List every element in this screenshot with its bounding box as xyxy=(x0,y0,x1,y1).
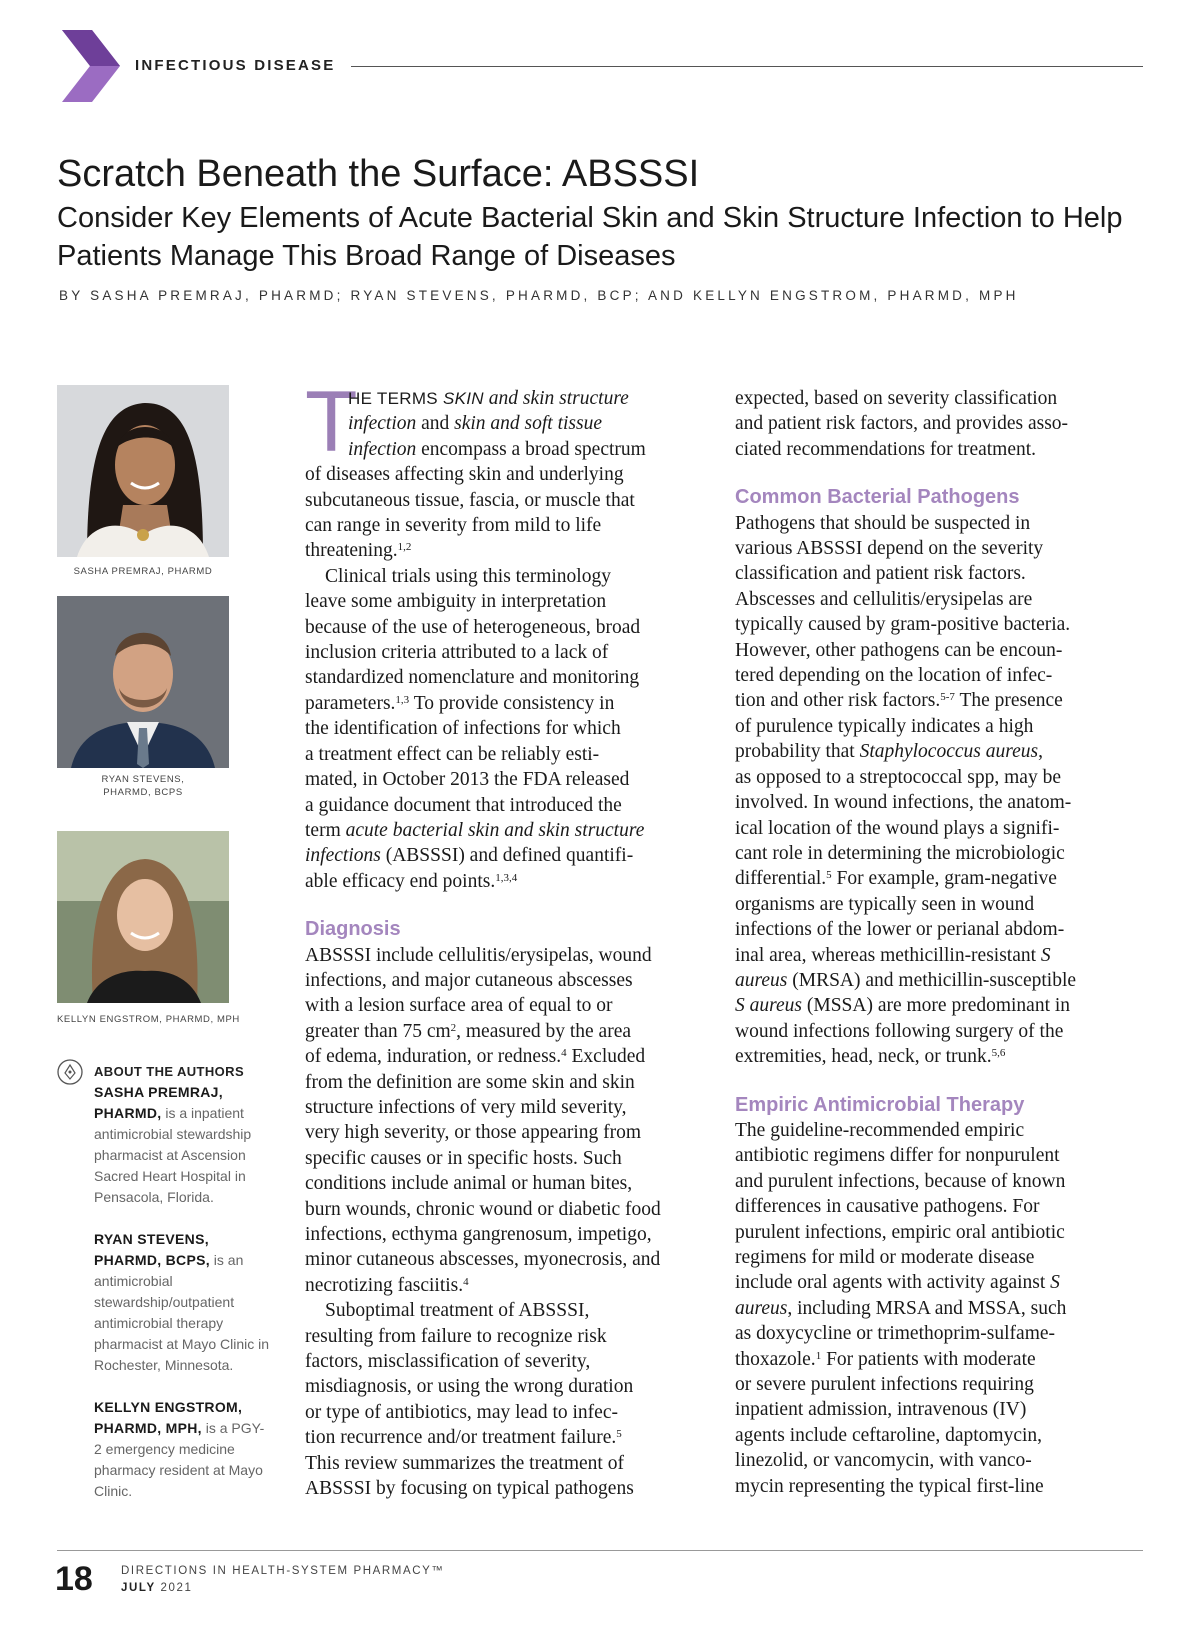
photo-caption: RYAN STEVENS, xyxy=(101,774,185,785)
author-name: RYAN STEVENS, PHARMD, BCPS, xyxy=(94,1231,210,1268)
section-chevron-icon xyxy=(62,30,120,102)
issue-date xyxy=(121,1582,193,1594)
body-column-1: HE TERMS SKIN and skin structure infection and skin and soft tissue infection encompass a broad spectrum of diseases affecting skin and underlying subcutaneous tissue, fascia, or muscle that can range in severity from mild to life threatening.$^{1,2}$ Clinical trials using this terminology leave some ambiguity in interpretation because of the use of heterogeneous, broad inclusion criteria attributed to a lack of standardized nomenclature and monitoring parameters.$^{1,3}$ To provide consistency in the identification of infections for which a treatment effect can be reliably esti- mated, in October 2013 the FDA released a guidance document that introduced the term acute bacterial skin and skin structure infections (ABSSSI) and defined quantifi- able efficacy end points.$^{1,3,4}$ Diagnosis ABSSSI include cellulitis/erysipelas, wound infections, and major cutaneous abscesses with a lesion surface area of equal to or greater than 75 $cm^2$, measured by the area of edema, induration, or redness.$^4$ Excluded from the definition are some skin and skin structure infections of very mild severity, very high severity, or those appearing from specific causes or in specific hosts. Such conditions include animal or human bites, burn wounds, chronic wound or diabetic food infections, ecthyma gangrenosum, impetigo, minor cutaneous abscesses, myonecrosis, and necrotizing fasciitis.$^4$ Suboptimal treatment of ABSSSI, resulting from failure to recognize risk factors, misclassification of severity, misdiagnosis, or using the wrong duration or type of antibiotics, may lead to infec- tion recurrence and/or treatment failure.$^5$ This review summarizes the treatment of ABSSSI by focusing on typical pathogens xyxy=(305,386,715,1501)
author-photo-engstrom xyxy=(57,831,229,1003)
heading-pathogens: Common Bacterial Pathogens xyxy=(735,486,1020,509)
section-label: INFECTIOUS DISEASE xyxy=(135,57,336,74)
heading-empiric-therapy: Empiric Antimicrobial Therapy xyxy=(735,1093,1025,1116)
author-photo-stevens xyxy=(57,596,229,768)
author-name: KELLYN ENGSTROM, PHARMD, MPH, xyxy=(94,1399,243,1436)
author-description: is an antimicrobial stewardship/outpatient antimicrobial therapy pharmacist at Mayo Clinic in Rochester, Minnesota. xyxy=(94,1252,270,1373)
header-divider xyxy=(351,66,1143,67)
about-the-authors xyxy=(94,1061,272,1523)
journal-name: DIRECTIONS IN HEALTH-SYSTEM PHARMACY™ xyxy=(121,1565,445,1577)
author-description: is a inpatient antimicrobial stewardship pharmacist at Ascension Sacred Heart Hospital in Pensacola, Florida. xyxy=(94,1105,252,1205)
footer-divider xyxy=(57,1550,1143,1551)
photo-caption: PHARMD, BCPS xyxy=(103,787,183,798)
author-photo-premraj xyxy=(57,385,229,557)
page-number: 18 xyxy=(55,1560,93,1598)
author-name: SASHA PREMRAJ, PHARMD, xyxy=(94,1084,223,1121)
heading-diagnosis: Diagnosis xyxy=(305,918,401,941)
pen-nib-icon xyxy=(57,1059,83,1085)
issue-year: 2021 xyxy=(160,1582,193,1594)
photo-caption: KELLYN ENGSTROM, PHARMD, MPH xyxy=(57,1014,240,1025)
about-heading: ABOUT THE AUTHORS xyxy=(94,1064,245,1079)
photo-caption: SASHA PREMRAJ, PHARMD xyxy=(73,566,213,577)
body-column-2: expected, based on severity classification and patient risk factors, and provides asso- ciated recommendations for treatment. Common Bacterial Pathogens Pathogens that should be suspected in various ABSSSI depend on the severity classification and patient risk factors. Abscesses and cellulitis/erysipelas are typically caused by gram-positive bacteria. However, other pathogens can be encoun- tered depending on the location of infec- tion and other risk factors.$^{5-7}$ The presence of purulence typically indicates a high probability that Staphylococcus aureus, as opposed to a streptococcal spp, may be involved. In wound infections, the anatom- ical location of the wound plays a signifi- cant role in determining the microbiologic differential.$^5$ For example, gram-negative organisms are typically seen in wound infections of the lower or perianal abdom- inal area, whereas methicillin-resistant S aureus (MRSA) and methicillin-susceptible S aureus (MSSA) are more predominant in wound infections following surgery of the extremities, head, neck, or trunk.$^{5,6}$ Empiric Antimicrobial Therapy The guideline-recommended empiric antibiotic regimens differ for nonpurulent and purulent infections, because of known differences in causative pathogens. For purulent infections, empiric oral antibiotic regimens for mild or moderate disease include oral agents with activity against S aureus, including MRSA and MSSA, such as doxycycline or trimethoprim-sulfame- thoxazole.$^1$ For patients with moderate or severe purulent infections requiring inpatient admission, intravenous (IV) agents include ceftaroline, daptomycin, linezolid, or vancomycin, with vanco- mycin representing the typical first-line xyxy=(735,386,1145,1499)
author-description: is a PGY-2 emergency medicine pharmacy resident at Mayo Clinic. xyxy=(94,1420,265,1499)
article-subtitle: Consider Key Elements of Acute Bacterial Skin and Skin Structure Infection to Help Patients Manage This Broad Range of Diseases xyxy=(57,202,1123,272)
drop-cap: T xyxy=(305,374,358,470)
issue-month: JULY xyxy=(121,1582,156,1594)
article-byline: BY SASHA PREMRAJ, PHARMD; RYAN STEVENS, PHARMD, BCP; AND KELLYN ENGSTROM, PHARMD, MPH xyxy=(59,288,1019,303)
article-title: Scratch Beneath the Surface: ABSSSI xyxy=(57,153,700,195)
